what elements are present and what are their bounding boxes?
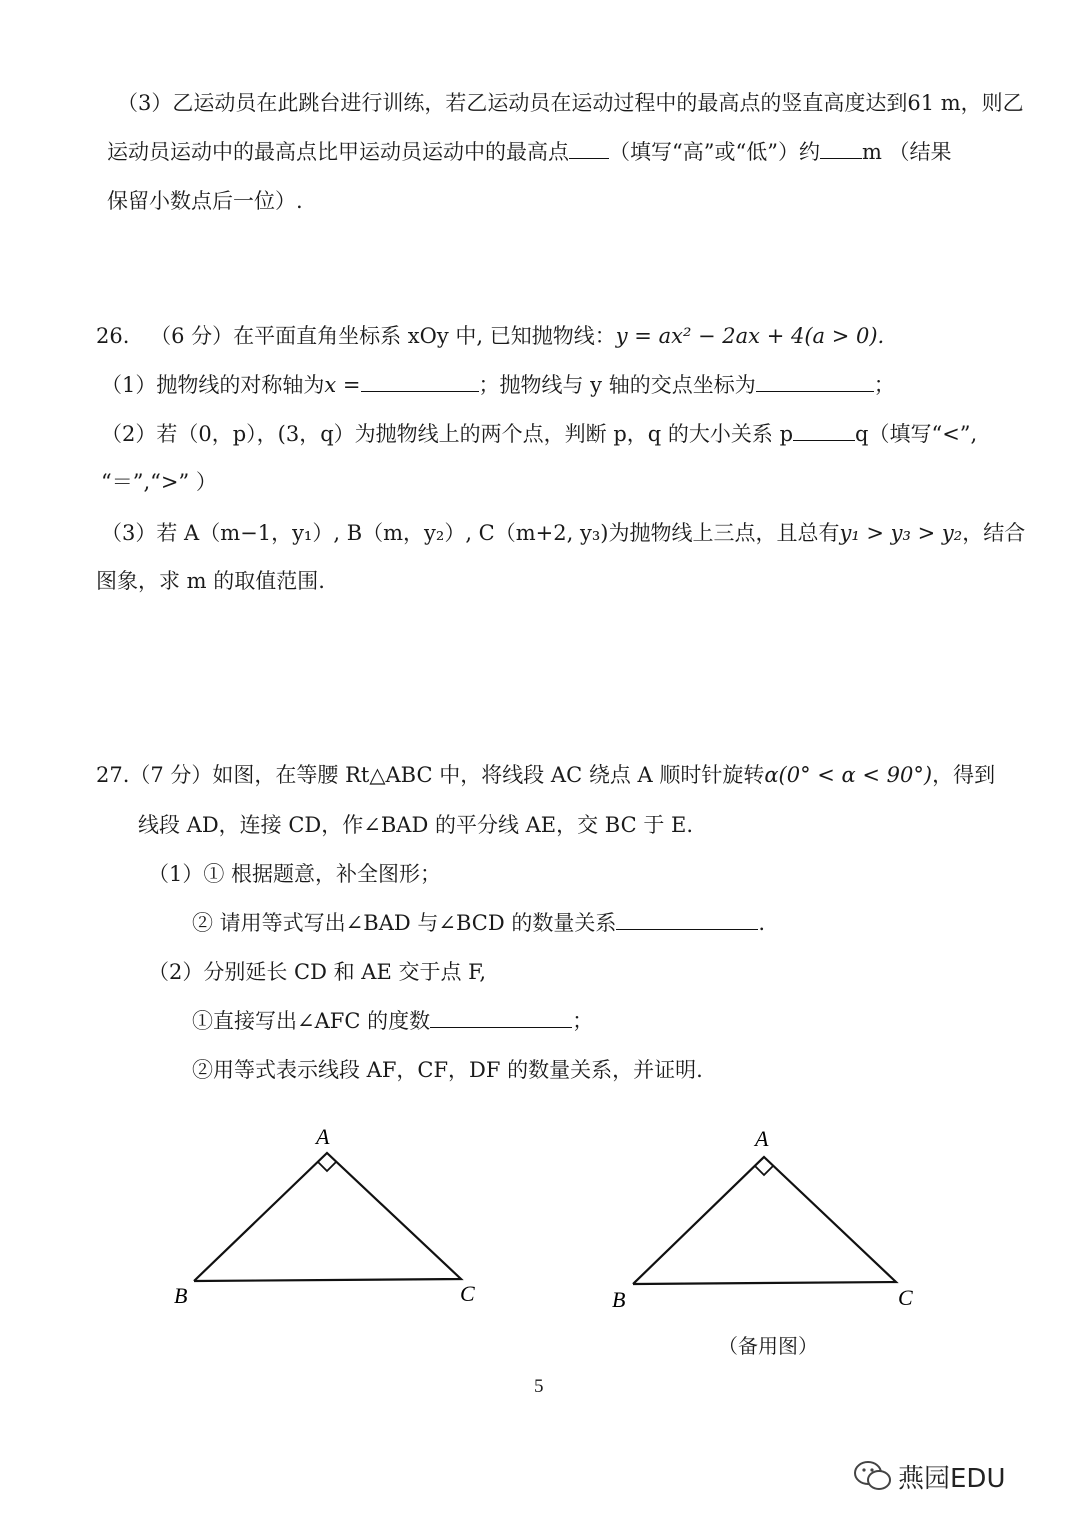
q26-heading bbox=[96, 321, 884, 351]
label-c: C bbox=[460, 1281, 475, 1306]
q26-p1-b: ；抛物线与 y 轴的交点坐标为 bbox=[478, 373, 756, 397]
right-angle-mark-backup bbox=[755, 1166, 773, 1175]
wechat-icon bbox=[852, 1458, 894, 1494]
q26-p1-c: ； bbox=[873, 373, 895, 397]
q27-part2: （2）分别延长 CD 和 AE 交于点 F, bbox=[148, 960, 487, 984]
label-b-backup: B bbox=[612, 1287, 626, 1312]
triangle-abc-lines bbox=[194, 1153, 461, 1281]
label-a-backup: A bbox=[755, 1126, 769, 1151]
label-a: A bbox=[316, 1124, 330, 1149]
answer-blank-meters[interactable] bbox=[820, 138, 862, 159]
answer-blank-angle-relation[interactable] bbox=[616, 909, 758, 930]
q26-parabola-formula: y = ax² − 2ax + 4(a > 0). bbox=[615, 324, 885, 348]
answer-blank-intercept[interactable] bbox=[756, 371, 874, 392]
answer-blank-afc[interactable] bbox=[430, 1007, 572, 1028]
q27-part2-2: ②用等式表示线段 AF，CF，DF 的数量关系，并证明. bbox=[192, 1058, 703, 1082]
answer-blank-axis[interactable] bbox=[361, 371, 479, 392]
q26-part3 bbox=[101, 518, 1025, 548]
q25-3-line2 bbox=[107, 137, 952, 167]
q27-p1-2-end: . bbox=[758, 911, 766, 935]
q25-3-line3: 保留小数点后一位）. bbox=[107, 189, 303, 213]
q26-part2-line2: “＝”,“>” ） bbox=[101, 470, 217, 494]
q27-part1-1: （1）① 根据题意，补全图形； bbox=[148, 862, 442, 886]
q26-p1-x: x = bbox=[324, 373, 361, 397]
label-c-backup: C bbox=[898, 1285, 913, 1310]
q26-p3-b: ，结合 bbox=[962, 521, 1026, 545]
backup-figure-caption: （备用图） bbox=[718, 1334, 818, 1358]
answer-blank-compare[interactable] bbox=[793, 420, 855, 441]
label-b: B bbox=[174, 1283, 188, 1308]
page-number: 5 bbox=[534, 1376, 544, 1397]
q27-part2-1 bbox=[192, 1006, 593, 1036]
q25-3-line1: （3）乙运动员在此跳台进行训练，若乙运动员在运动过程中的最高点的竖直高度达到61 m，则乙 bbox=[117, 91, 1024, 115]
q25-3-line2-a: 运动员运动中的最高点比甲运动员运动中的最高点 bbox=[107, 140, 569, 164]
q27-heading bbox=[96, 760, 995, 790]
q27-p2-1-text: ①直接写出∠AFC 的度数 bbox=[192, 1009, 431, 1033]
triangle-figure-backup bbox=[600, 1117, 930, 1322]
q26-p2-b: q（填写“<”, bbox=[855, 422, 978, 446]
q26-p1-a: （1）抛物线的对称轴为 bbox=[101, 373, 325, 397]
triangle-figure-main bbox=[160, 1115, 500, 1320]
q27-p2-1-end: ； bbox=[572, 1009, 594, 1033]
q27-part1-2 bbox=[192, 908, 765, 938]
q25-3-line2-c: m （结果 bbox=[861, 140, 952, 164]
right-angle-mark bbox=[318, 1162, 336, 1171]
watermark-text: 燕园EDU bbox=[898, 1464, 1006, 1494]
q26-number: 26. bbox=[96, 324, 130, 348]
q27-line2: 线段 AD，连接 CD，作∠BAD 的平分线 AE，交 BC 于 E. bbox=[138, 813, 694, 837]
q26-head-text: （6 分）在平面直角坐标系 xOy 中, 已知抛物线： bbox=[150, 324, 616, 348]
q27-head-b: ，得到 bbox=[932, 763, 996, 787]
q26-part3-line2: 图象，求 m 的取值范围. bbox=[96, 569, 325, 593]
q26-p2-a: （2）若（0，p），(3，q）为抛物线上的两个点，判断 p，q 的大小关系 p bbox=[101, 422, 794, 446]
q27-p1-2-text: ② 请用等式写出∠BAD 与∠BCD 的数量关系 bbox=[192, 911, 617, 935]
q26-part1 bbox=[101, 370, 895, 400]
q27-head-a: 27.（7 分）如图，在等腰 Rt△ABC 中，将线段 AC 绕点 A 顺时针旋转 bbox=[96, 763, 765, 787]
triangle-abc-lines-backup bbox=[633, 1157, 896, 1284]
q27-alpha-range: α(0° < α < 90°) bbox=[764, 763, 933, 787]
q26-p3-a: （3）若 A（m−1，y₁）, B（m，y₂）, C（m+2, y₃)为抛物线上三点，且总有 bbox=[101, 521, 840, 545]
answer-blank-high-low[interactable] bbox=[569, 138, 609, 159]
q25-3-line2-b: （填写“高”或“低”）约 bbox=[609, 140, 820, 164]
q26-p3-formula: y₁ > y₃ > y₂ bbox=[839, 521, 963, 545]
q26-part2 bbox=[101, 419, 977, 449]
